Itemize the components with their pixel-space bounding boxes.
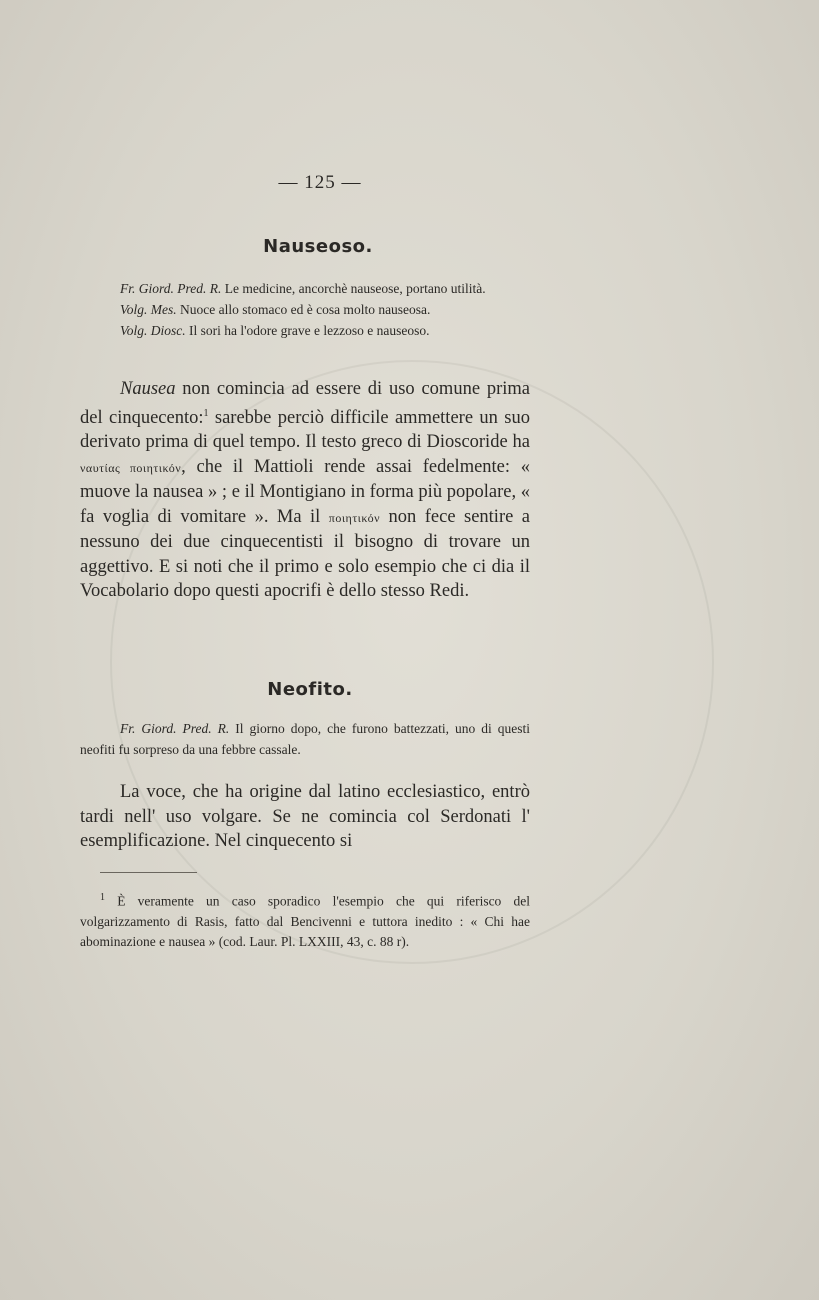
paragraph-text: , che il Mattioli rende assai fedelmente: « muove la nausea » ; e il Montigiano in forma più popolare, « fa voglia di vomitare ». Ma il xyxy=(80,456,530,527)
citations-nauseoso xyxy=(80,278,530,341)
greek-text: ποιητικόν xyxy=(328,510,381,525)
citation-text: Le medicine, ancorchè nauseose, portano utilità. xyxy=(221,281,486,296)
section-heading-nauseoso: Nauseoso. xyxy=(263,236,373,257)
paragraph-text: non comincia ad essere di uso comune prima del cinquecento: xyxy=(80,379,530,428)
section-heading-neofito: Neofito. xyxy=(267,679,353,700)
paragraph-neofito xyxy=(80,780,530,854)
lead-word: Nausea xyxy=(120,379,176,399)
citation-neofito xyxy=(80,718,530,760)
citation xyxy=(80,299,530,320)
citation xyxy=(80,320,530,341)
citation-source: Volg. Mes. xyxy=(120,302,177,317)
citation-text: Il sori ha l'odore grave e lezzoso e nauseoso. xyxy=(185,323,430,338)
citation-source: Fr. Giord. Pred. R. xyxy=(120,721,230,736)
footnote-ref: 1 xyxy=(203,407,209,419)
paragraph-text: non fece sentire a nessuno dei due cinquecentisti il bisogno di trovare un aggettivo. E si noti che il primo e solo esempio che ci dia il Vocabolario dopo questi apocrifi è dello stesso Redi. xyxy=(80,506,530,602)
footnote-divider xyxy=(100,872,197,873)
paragraph-text: La voce, che ha origine dal latino ecclesiastico, entrò tardi nell' uso volgare. Se ne comincia col Serdonati l' esemplificazione. Nel cinquecento si xyxy=(80,782,530,851)
page-number: — 125 — xyxy=(278,172,362,193)
citation-text: Nuoce allo stomaco ed è cosa molto nauseosa. xyxy=(176,302,431,317)
citation-source: Volg. Diosc. xyxy=(120,323,186,338)
footnote-text: È veramente un caso sporadico l'esempio che qui riferisco del volgarizzamento di Rasis, fatto dal Bencivenni e tuttora inedito : « Chi hae abominazione e nausea » (cod. Laur. Pl. LXXIII, 43, c. 88 r). xyxy=(80,893,530,949)
citation-text: Il giorno dopo, che furono battezzati, uno di questi neofiti fu sorpreso da una febbre cassale. xyxy=(80,721,530,757)
footnote xyxy=(80,888,530,952)
paragraph-text: sarebbe perciò difficile ammettere un suo derivato prima di quel tempo. Il testo greco di Dioscoride ha xyxy=(80,407,530,453)
greek-text: ναυτίας ποιητικόν xyxy=(80,460,182,475)
paragraph-nauseoso xyxy=(80,377,530,604)
citation-source: Fr. Giord. Pred. R. xyxy=(120,281,222,296)
footnote-mark: 1 xyxy=(100,892,105,903)
citation xyxy=(80,278,530,299)
